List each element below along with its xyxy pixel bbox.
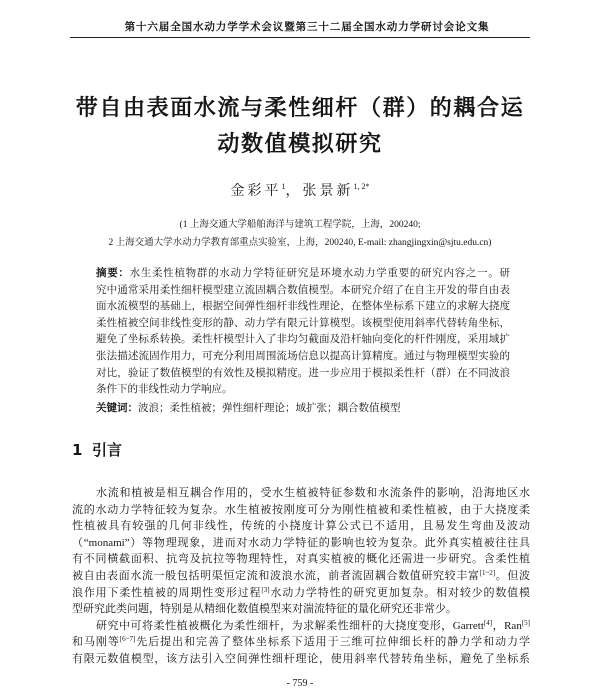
running-header: 第十六届全国水动力学学术会议暨第三十二届全国水动力学研讨会论文集 (124, 22, 490, 33)
keywords (96, 401, 401, 418)
body-line: 水流和植被是相互耦合作用的，受水生植被特征参数和水流条件的影响，沿海地区水 (96, 487, 530, 499)
body-line (96, 618, 530, 635)
affiliation-line: (1 上海交通大学船舶海洋与建筑工程学院，上海，200240; (179, 220, 421, 230)
affiliation-line: 2 上海交通大学水动力学教育部重点实验室，上海，200240, E-mail: zhangjingxin@sjtu.edu.cn) (108, 238, 492, 248)
author-list (0, 183, 600, 201)
section-heading (72, 441, 122, 459)
section-heading-title: 引言 (92, 441, 123, 459)
header-rule (70, 37, 530, 38)
body-line (72, 634, 530, 651)
author-separator: ， (285, 184, 303, 199)
body-line (72, 568, 530, 585)
abstract-label: 摘要： (96, 268, 130, 279)
abstract-line: 条件下的非线性动力学响应。 (96, 384, 233, 396)
citation: [4] (483, 618, 493, 627)
author-affiliation-sup: 1 (281, 182, 286, 191)
abstract-text: 水生柔性植物群的水动力学特征研究是环境水动力学重要的研究内容之一。研 (129, 268, 510, 279)
paper-title-line-1: 带自由表面水流与柔性细杆（群）的耦合运 (75, 96, 525, 121)
page-number: - 759 - (286, 678, 314, 689)
abstract-line: 张法描述流固作用力，可充分利用周围流场信息以提高计算精度。通过与物理模型实验的 (96, 351, 510, 362)
keywords-text: 波浪；柔性植被；弹性细杆理论；域扩张；耦合数值模型 (138, 403, 401, 414)
citation: [1~2] (479, 569, 496, 577)
body-text: 先后提出和完善了整体坐标系下适用于三维可拉伸细长杆的静力学和动力学 (135, 636, 530, 649)
body-line (72, 585, 530, 602)
abstract-line: 面水流模型的基础上，根据空间弹性细杆非线性理论，在整体坐标系下建立的求解大挠度 (96, 301, 510, 313)
body-line: 性植被具有较强的几何非线性，传统的小挠度计算公式已不适用，且易发生弯曲及波动 (72, 520, 530, 533)
abstract-line: 柔性植被空间非线性变形的静、动力学有限元计算模型。该模型使用斜率代替转角坐标， (96, 317, 510, 329)
body-text: 浪作用下柔性植被的周期性变形过程 (72, 586, 262, 599)
abstract-line: 究中通常采用柔性细杆模型建立流固耦合数值模型。本研究介绍了在自主开发的带自由表 (96, 284, 510, 296)
keywords-label: 关键词： (96, 403, 138, 414)
body-text: 水动力学特性的研究更加复杂。相对较少的数值模 (269, 586, 531, 599)
author-affiliation-sup: 1, 2* (353, 182, 370, 191)
citation: [5] (521, 618, 530, 627)
body-text: 。但波 (495, 570, 531, 582)
author-name: 张景新 (302, 184, 354, 199)
body-line: 有不同横截面积、抗弯及抗拉等物理特性，对真实植被的概化还需进一步研究。含柔性植 (72, 553, 530, 566)
body-line: 流的水动力学特征较为复杂。水生植被按刚度可分为刚性植被和柔性植被，由于大挠度柔 (72, 503, 530, 516)
body-text: 研究中可将柔性植被概化为柔性细杆，为求解柔性细杆的大挠度变形，Garrett (96, 619, 484, 632)
body-text: 和马刚等 (72, 636, 120, 649)
section-heading-number: 1 (72, 441, 83, 459)
author-name: 金彩平 (230, 184, 282, 199)
citation: [6~7] (119, 635, 136, 644)
paper-title-line-2: 动数值模拟研究 (217, 132, 383, 157)
body-line: 型研究此类问题，特别是从精细化数值模型来对湍流特征的量化研究还非常少。 (72, 603, 457, 616)
body-line: （“monami”）等物理现象，进而对水动力学特征的影响也较为复杂。此外真实植被往往具 (72, 536, 530, 549)
abstract-line: 对比，验证了数值模型的有效性及模拟精度。进一步应用于模拟柔性杆（群）在不同波浪 (96, 367, 510, 379)
body-line: 有限元数值模型，该方法引入空间弹性细杆理论，使用斜率代替转角坐标，避免了坐标系 (72, 653, 530, 665)
citation: [3] (261, 585, 270, 594)
body-text: 被自由表面水流一般包括明渠恒定流和波浪水流，前者流固耦合数值研究较丰富 (72, 570, 480, 582)
abstract-line: 避免了坐标系转换。柔性杆模型计入了非均匀截面及沿杆轴向变化的杆件刚度，采用域扩 (96, 334, 510, 346)
body-text: ，Ran (492, 619, 522, 632)
abstract-line (96, 266, 510, 283)
